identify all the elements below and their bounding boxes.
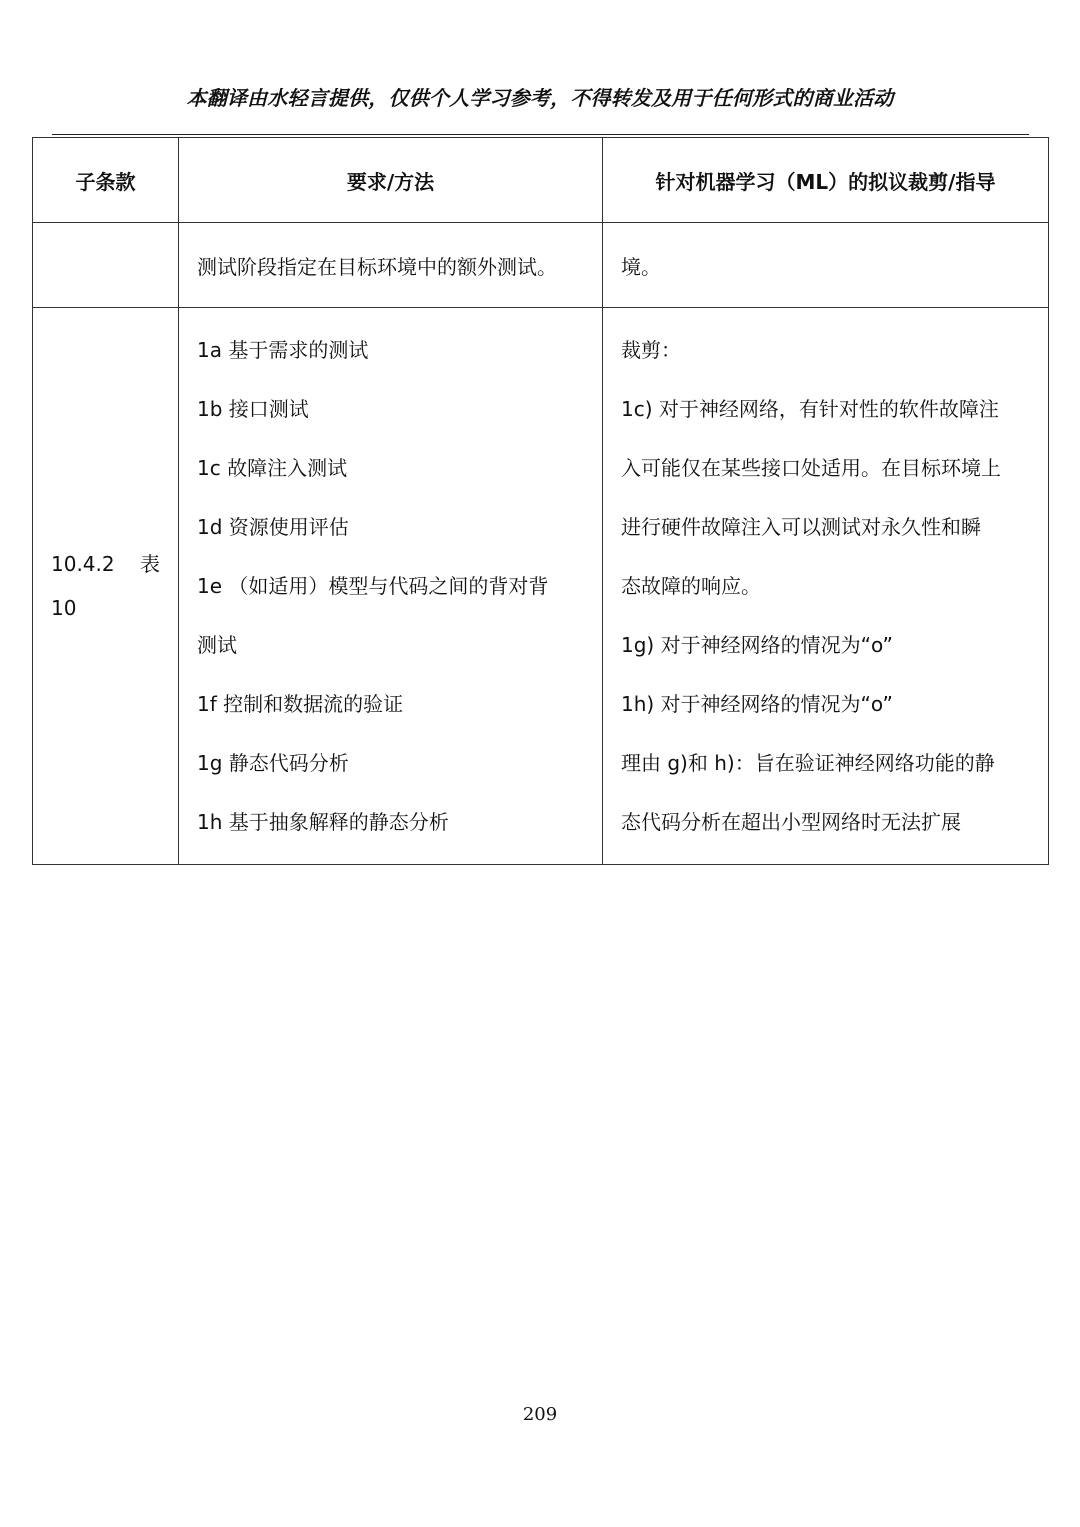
method-list <box>197 321 584 852</box>
method-line: 1b 接口测试 <box>197 396 309 421</box>
guide-line: 态代码分析在超出小型网络时无法扩展 <box>621 809 961 834</box>
method-line: 1g 静态代码分析 <box>197 750 349 775</box>
guide-line: 态故障的响应。 <box>621 573 761 598</box>
cell-method <box>179 308 603 865</box>
clause-table-label: 表 <box>140 552 160 576</box>
guide-line: 1c) 对于神经网络，有针对性的软件故障注 <box>621 396 999 421</box>
guide-line: 1g) 对于神经网络的情况为“o” <box>621 632 893 657</box>
method-line: 1h 基于抽象解释的静态分析 <box>197 809 449 834</box>
cell-guide: 境。 <box>603 223 1049 308</box>
clause-table-number: 10 <box>51 596 77 620</box>
guide-line: 进行硬件故障注入可以测试对永久性和瞬 <box>621 514 981 539</box>
guide-list <box>621 321 1030 852</box>
header-divider <box>52 134 1029 135</box>
requirements-table <box>32 137 1049 865</box>
clause-number: 10.4.2 <box>51 552 115 576</box>
guide-line: 1h) 对于神经网络的情况为“o” <box>621 691 893 716</box>
header-method: 要求/方法 <box>179 138 603 223</box>
guide-line: 理由 g)和 h)：旨在验证神经网络功能的静 <box>621 750 995 775</box>
cell-clause <box>33 223 179 308</box>
page-number: 209 <box>522 1404 558 1425</box>
clause-line <box>51 542 160 586</box>
method-line: 1a 基于需求的测试 <box>197 337 369 362</box>
method-line: 1d 资源使用评估 <box>197 514 349 539</box>
header-clause: 子条款 <box>33 138 179 223</box>
table-row <box>33 223 1049 308</box>
method-line: 测试 <box>197 632 237 657</box>
cell-method: 测试阶段指定在目标环境中的额外测试。 <box>179 223 603 308</box>
table-header-row <box>33 138 1049 223</box>
header-guide: 针对机器学习（ML）的拟议裁剪/指导 <box>603 138 1049 223</box>
guide-line: 裁剪： <box>621 337 681 362</box>
table-row <box>33 308 1049 865</box>
cell-clause <box>33 308 179 865</box>
method-line: 1f 控制和数据流的验证 <box>197 691 404 716</box>
guide-line: 入可能仅在某些接口处适用。在目标环境上 <box>621 455 1001 480</box>
method-line: 1e （如适用）模型与代码之间的背对背 <box>197 573 549 598</box>
translation-notice: 本翻译由水轻言提供，仅供个人学习参考，不得转发及用于任何形式的商业活动 <box>186 86 894 110</box>
cell-guide <box>603 308 1049 865</box>
method-line: 1c 故障注入测试 <box>197 455 348 480</box>
